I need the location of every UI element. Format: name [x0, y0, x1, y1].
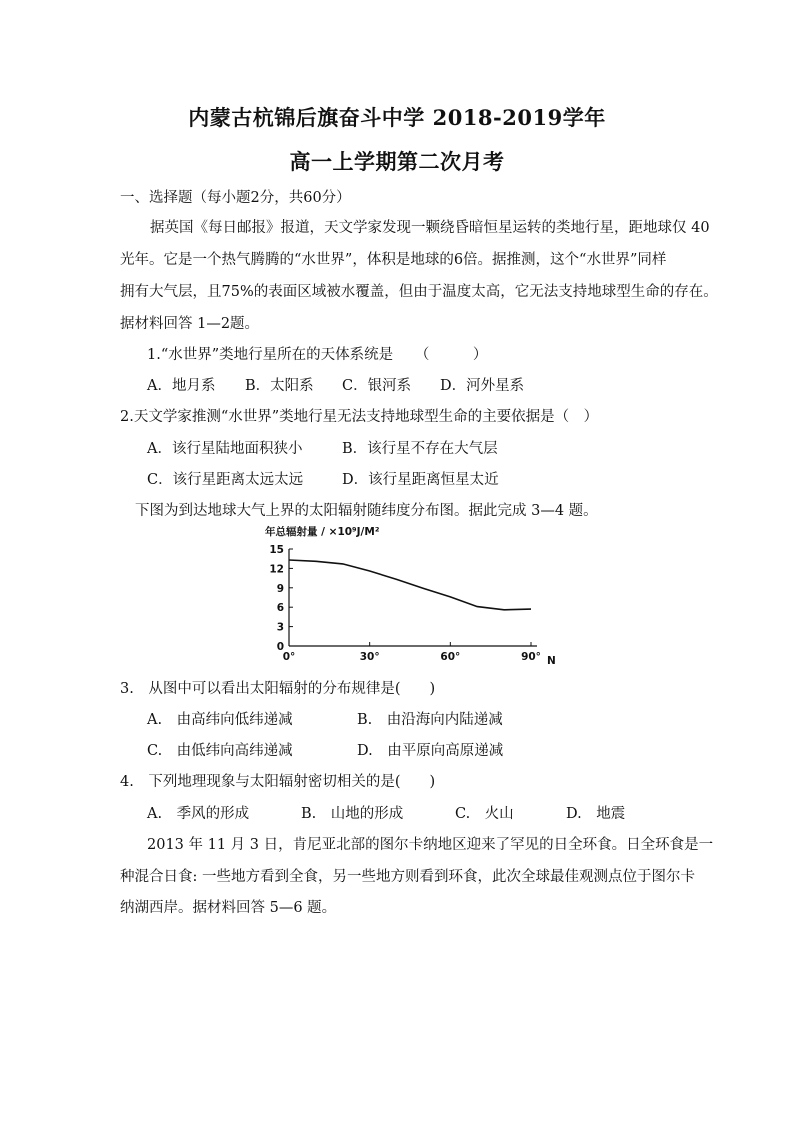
- exam-title: 内蒙古杭锦后旗奋斗中学 2018-2019学年: [188, 105, 606, 130]
- y-tick-label: 12: [269, 563, 284, 576]
- question-stem: 3. 从图中可以看出太阳辐射的分布规律是( ): [120, 681, 436, 697]
- option-b: B. 由沿海向内陆递减: [357, 712, 503, 728]
- passage-line: 纳湖西岸。据材料回答 5—6 题。: [120, 900, 337, 916]
- passage-line: 种混合日食: 一些地方看到全食，另一些地方则看到环食，此次全球最佳观测点位于图尔卡: [120, 869, 695, 885]
- option-c: C. 火山: [455, 806, 514, 822]
- passage-line: 2013 年 11 月 3 日，肯尼亚北部的图尔卡纳地区迎来了罕见的日全环食。日全环食是一: [147, 837, 714, 853]
- option-a: A. 由高纬向低纬递减: [147, 712, 293, 728]
- passage-line: 下图为到达地球大气上界的太阳辐射随纬度分布图。据此完成 3—4 题。: [135, 503, 598, 519]
- question-stem: 2.天文学家推测“水世界”类地行星无法支持地球型生命的主要依据是（ ）: [120, 409, 599, 425]
- question-stem: 4. 下列地理现象与太阳辐射密切相关的是( ): [120, 774, 436, 790]
- x-tick-label: 0°: [282, 651, 296, 663]
- option-d: D．河外星系: [440, 378, 525, 394]
- option-c: C．该行星距离太远太远: [147, 472, 304, 488]
- y-tick-label: 15: [269, 544, 284, 556]
- x-tick-label: 60°: [440, 651, 461, 663]
- y-tick-label: 9: [276, 582, 284, 595]
- option-c: C．银河系: [342, 378, 412, 394]
- y-tick-label: 6: [276, 602, 284, 615]
- series-line: [289, 560, 531, 610]
- y-axis-label: 年总辐射量 / ×10⁹J/M²: [265, 526, 380, 538]
- exam-subtitle: 高一上学期第二次月考: [289, 149, 505, 174]
- x-axis-label: N: [547, 655, 556, 667]
- section-heading: 一、选择题（每小题2分，共60分）: [120, 190, 351, 206]
- option-c: C. 由低纬向高纬递减: [147, 743, 293, 759]
- passage-line: 拥有大气层，且75%的表面区域被水覆盖，但由于温度太高，它无法支持地球型生命的存在。: [120, 284, 718, 300]
- option-a: A．该行星陆地面积狭小: [147, 441, 303, 457]
- passage-line: 据英国《每日邮报》报道，天文学家发现一颗绕昏暗恒星运转的类地行星，距地球仅 40: [150, 220, 710, 236]
- y-tick-label: 3: [276, 621, 284, 634]
- option-a: A．地月系: [147, 378, 216, 394]
- x-tick-label: 90°: [521, 651, 541, 663]
- passage-line: 据材料回答 1—2题。: [120, 316, 260, 332]
- question-stem: 1.“水世界”类地行星所在的天体系统是 （ ）: [147, 347, 488, 363]
- option-b: B．该行星不存在大气层: [342, 441, 498, 457]
- option-d: D. 地震: [566, 806, 626, 822]
- passage-line: 光年。它是一个热气腾腾的“水世界”，体积是地球的6倍。据推测，这个“水世界”同样: [120, 252, 667, 268]
- option-b: B．太阳系: [245, 378, 314, 394]
- option-b: B. 山地的形成: [301, 806, 404, 822]
- y-tick-label: 0: [276, 641, 284, 653]
- x-tick-label: 30°: [359, 651, 380, 663]
- option-a: A. 季风的形成: [147, 806, 250, 822]
- radiation-latitude-chart: [255, 524, 565, 670]
- option-d: D．该行星距离恒星太近: [342, 472, 499, 488]
- option-d: D. 由平原向高原递减: [357, 743, 504, 759]
